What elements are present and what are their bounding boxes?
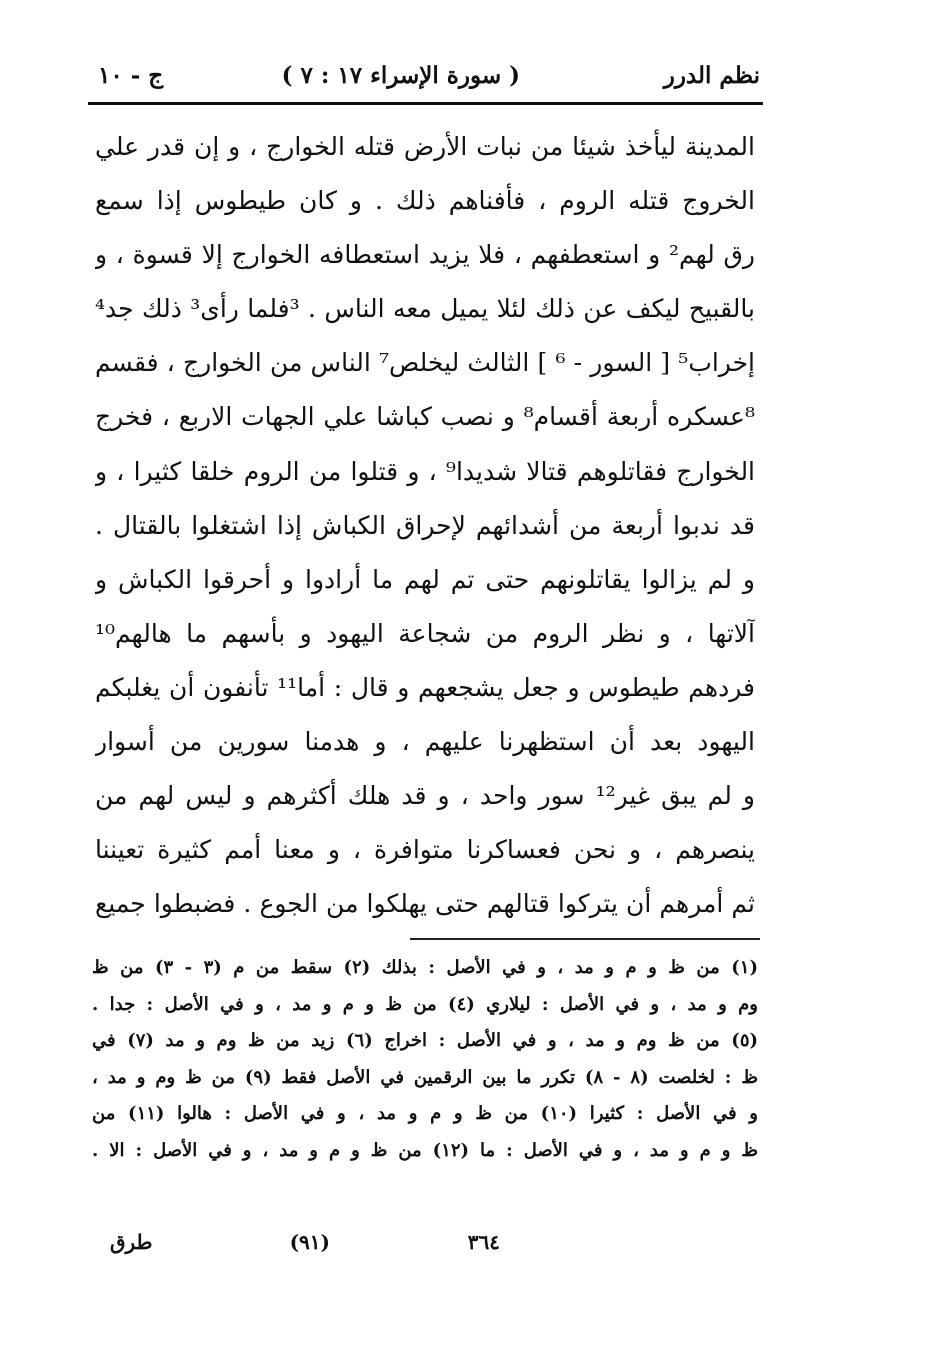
- line-text: ينصرهم ، و نحن فعساكرنا متوافرة ، و معنا أمم كثيرة تعيننا: [95, 835, 755, 865]
- text-line: [95, 499, 755, 553]
- text-line: [95, 390, 755, 444]
- line-text: فردهم طيطوس و جعل يشجعهم و قال : أما¹¹ تأنفون أن يغلبكم: [95, 672, 755, 702]
- text-line: [95, 228, 755, 282]
- text-line: [95, 607, 755, 661]
- header-rule: [88, 102, 763, 105]
- signature-mark: طرق: [110, 1230, 153, 1254]
- line-text: اليهود بعد أن استظهرنا عليهم ، و هدمنا سورين من أسوار: [95, 727, 755, 757]
- page-footer: [100, 1228, 500, 1264]
- line-text: المدينة ليأخذ شيئا من نبات الأرض قتله الخوارج ، و إن قدر علي: [95, 132, 755, 161]
- text-line: [95, 174, 755, 228]
- footnote-line: وم و مد ، و في الأصل : ليلاري (٤) من ظ و م و مد ، و في الأصل : جدا .: [92, 993, 758, 1015]
- page-number: ٣٦٤: [467, 1230, 500, 1254]
- text-line: [95, 445, 755, 499]
- footnote-rule: [410, 938, 760, 940]
- footnotes: [92, 950, 758, 1170]
- volume-number: ج - ١٠: [98, 62, 164, 89]
- surah-reference: ( سورة الإسراء ١٧ : ٧ ): [281, 62, 520, 89]
- text-line: [95, 120, 755, 174]
- line-text: و لم يبق غير¹² سور واحد ، و قد هلك أكثرهم و ليس لهم من: [95, 781, 755, 811]
- text-line: [95, 661, 755, 715]
- sheet-number: (٩١): [289, 1230, 330, 1254]
- text-line: [95, 823, 755, 877]
- line-text: ثم أمرهم أن يتركوا قتالهم حتى يهلكوا من الجوع . فضبطوا جميع: [95, 889, 755, 919]
- footnote-line: و في الأصل : كثيرا (١٠) من ظ و م و مد ، و في الأصل : هالوا (١١) من: [92, 1103, 758, 1125]
- line-text: الخروج قتله الروم ، فأفناهم ذلك . و كان طيطوس إذا سمع: [95, 186, 755, 216]
- text-line: [95, 877, 755, 931]
- line-text: ⁸عسكره أربعة أقسام⁸ و نصب كباشا علي الجهات الاربع ، فخرج: [95, 402, 755, 432]
- page-header: [90, 58, 760, 98]
- line-text: آلاتها ، و نظر الروم من شجاعة اليهود و بأسهم ما هالهم¹⁰: [95, 618, 755, 648]
- line-text: قد ندبوا أربعة من أشدائهم لإحراق الكباش إذا اشتغلوا بالقتال .: [95, 510, 755, 540]
- footnote-line: ظ : لخلصت (٨ - ٨) تكرر ما بين الرقمين في الأصل فقط (٩) من ظ وم و مد ،: [92, 1066, 758, 1088]
- line-text: الخوارج فقاتلوهم قتالا شديدا⁹ ، و قتلوا من الروم خلقا كثيرا ، و: [95, 456, 755, 486]
- footnote-line: (١) من ظ و م و مد ، و في الأصل : بذلك (٢) سقط من م (٣ - ٣) من ظ: [92, 957, 758, 978]
- text-line: [95, 769, 755, 823]
- line-text: بالقبيح ليكف عن ذلك لئلا يميل معه الناس . ³فلما رأى³ ذلك جد⁴: [95, 294, 755, 324]
- line-text: و لم يزالوا يقاتلونهم حتى تم لهم ما أرادوا و أحرقوا الكباش و: [95, 564, 755, 594]
- book-title: نظم الدرر: [663, 62, 760, 89]
- text-line: [95, 282, 755, 336]
- main-text: [95, 120, 755, 931]
- line-text: رق لهم² و استعطفهم ، فلا يزيد استعطافه الخوارج إلا قسوة ، و: [95, 240, 755, 270]
- text-line: [95, 553, 755, 607]
- footnote-line: ظ و م و مد ، و في الأصل : ما (١٢) من ظ و م و مد ، و في الأصل : الا .: [92, 1139, 758, 1161]
- text-line: [95, 715, 755, 769]
- text-line: [95, 336, 755, 390]
- footnote-line: (٥) من ظ وم و مد ، و في الأصل : اخراج (٦) زيد من ظ وم و مد (٧) في: [92, 1030, 758, 1052]
- line-text: إخراب⁵ [ السور - ⁶ ] الثالث ليخلص⁷ الناس من الخوارج ، فقسم: [95, 348, 755, 378]
